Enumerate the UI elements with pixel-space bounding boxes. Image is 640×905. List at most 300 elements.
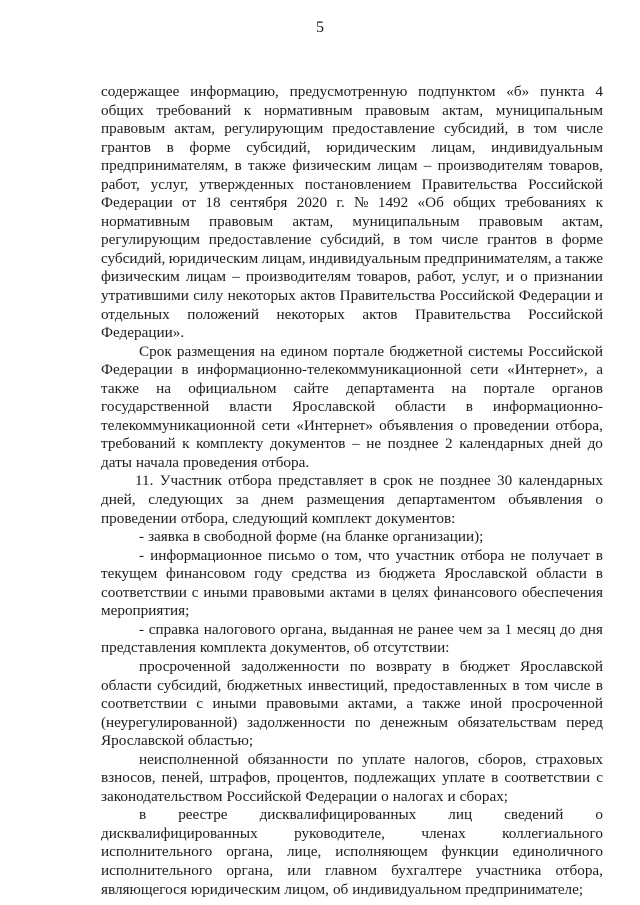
text-line xyxy=(101,881,603,900)
word: представляет xyxy=(278,472,364,490)
text-line xyxy=(101,565,603,584)
word: уплате xyxy=(362,750,406,768)
word: членах xyxy=(421,824,466,842)
word: товаров, xyxy=(549,157,603,175)
word: лице, xyxy=(286,843,322,861)
word: неисполненной xyxy=(139,750,239,768)
word: актами xyxy=(329,583,375,601)
word: (на xyxy=(321,528,341,546)
word: – xyxy=(352,435,360,453)
word: предоставление xyxy=(208,231,312,249)
word: представления xyxy=(101,639,196,657)
word: целях xyxy=(391,583,429,601)
word: актам, xyxy=(292,212,334,230)
word: инвестиций, xyxy=(307,676,388,694)
word: физическим xyxy=(292,157,372,175)
word: а xyxy=(554,249,562,267)
word: днем xyxy=(261,491,294,509)
text-line xyxy=(101,732,603,751)
word: финансовом xyxy=(166,565,246,583)
word: дня xyxy=(580,620,603,638)
word: процентов, xyxy=(276,769,348,787)
text-line xyxy=(101,417,603,436)
word: Ярославской xyxy=(444,565,528,583)
word: лиц xyxy=(448,806,473,824)
word: (неурегулированной) xyxy=(101,713,238,731)
word: пункта xyxy=(539,83,585,100)
word: также xyxy=(422,695,461,713)
word: юридическим xyxy=(190,880,281,898)
word: являющегося xyxy=(101,880,187,898)
word: исполнительного xyxy=(101,843,213,861)
word: юридическим xyxy=(326,138,416,156)
word: положений xyxy=(187,305,259,323)
word: Российской xyxy=(528,175,603,193)
word: документов xyxy=(269,435,346,453)
word: к xyxy=(243,101,252,119)
word: актов xyxy=(362,305,398,323)
word: некоторых xyxy=(276,305,345,323)
word: в xyxy=(545,231,553,249)
word: налогов, xyxy=(414,750,469,768)
word: не xyxy=(398,620,414,638)
word: лицам xyxy=(377,157,418,175)
word: Участник xyxy=(159,472,222,490)
word: юридическим xyxy=(168,249,259,267)
paragraph xyxy=(101,528,603,547)
word: позднее xyxy=(439,472,491,490)
word: мероприятия; xyxy=(101,602,190,620)
word: субсидий, xyxy=(246,138,311,156)
word: размещения xyxy=(306,491,385,509)
word: 11. xyxy=(135,472,154,490)
text-line xyxy=(101,287,603,306)
text-line xyxy=(101,547,603,566)
word: к xyxy=(595,194,603,212)
word: Российской xyxy=(528,342,603,360)
word: правовым xyxy=(365,101,430,119)
text-line xyxy=(101,120,603,139)
word: предоставление xyxy=(332,120,435,138)
word: товаров, xyxy=(357,268,411,286)
word: «Об xyxy=(417,194,444,212)
word: участник xyxy=(395,546,455,564)
word: соответствии xyxy=(504,769,591,787)
word: объявления xyxy=(379,416,454,434)
word: органа, xyxy=(226,843,274,861)
word: субсидий, xyxy=(320,231,385,249)
word: производителям xyxy=(245,268,351,286)
word: отбора. xyxy=(261,453,310,471)
text-line xyxy=(101,621,603,640)
word: текущем xyxy=(101,565,158,583)
word: 2 xyxy=(445,435,453,453)
word: Российской xyxy=(528,305,603,323)
text-line xyxy=(101,528,603,547)
word: на xyxy=(451,379,467,397)
word: подпунктом xyxy=(418,83,496,100)
word: даты xyxy=(101,453,132,471)
word: Федерации». xyxy=(101,324,185,342)
paragraph xyxy=(101,621,603,658)
word: в xyxy=(379,583,387,601)
word: 30 xyxy=(497,472,513,490)
text-line xyxy=(101,380,603,399)
word: Правительства xyxy=(421,175,518,193)
word: коллегиального xyxy=(502,824,603,842)
word: также xyxy=(248,157,287,175)
word: Срок xyxy=(139,342,172,360)
word: лицам, xyxy=(431,138,476,156)
text-line xyxy=(101,268,603,287)
word: о xyxy=(595,806,603,824)
word: штрафов, xyxy=(209,769,271,787)
word: индивидуальном xyxy=(352,880,462,898)
word: производителям xyxy=(437,157,543,175)
word: актами, xyxy=(347,695,397,713)
word: иными xyxy=(212,695,257,713)
word: - xyxy=(139,528,145,546)
word: чем xyxy=(458,620,483,638)
text-line xyxy=(101,83,603,102)
word: в xyxy=(512,676,520,694)
text-line xyxy=(101,213,603,232)
word: в xyxy=(465,398,473,416)
word: письмо xyxy=(268,546,316,564)
word: Федерации xyxy=(101,194,173,212)
text-line xyxy=(101,602,603,621)
word: Ярославской xyxy=(520,657,603,675)
word: позднее xyxy=(387,435,439,453)
word: отбора, xyxy=(555,416,603,434)
word: числе xyxy=(566,120,603,138)
word: соответствии xyxy=(101,695,187,713)
word: перед xyxy=(566,713,603,731)
word: дней, xyxy=(101,491,136,509)
word: и xyxy=(447,787,456,805)
word: информационное xyxy=(150,546,263,564)
word: проведения xyxy=(183,453,258,471)
word: числе xyxy=(553,676,591,694)
word: просроченной xyxy=(511,695,603,713)
word: налогах xyxy=(392,787,444,805)
word: области xyxy=(101,676,152,694)
paragraph xyxy=(101,343,603,473)
word: правовым xyxy=(209,212,274,230)
text-line xyxy=(101,343,603,362)
word: г. xyxy=(336,194,345,212)
text-line xyxy=(101,658,603,677)
word: актам, xyxy=(174,120,216,138)
word: «Интернет», xyxy=(507,361,588,379)
word: комплект xyxy=(311,509,372,527)
word: сети xyxy=(261,416,291,434)
word: некоторых xyxy=(227,287,296,305)
word: Ярославской xyxy=(101,732,184,750)
word: размещения xyxy=(176,342,256,360)
text-line xyxy=(101,231,603,250)
word: муниципальным xyxy=(352,212,460,230)
word: объявления xyxy=(508,491,583,509)
word: по xyxy=(349,657,366,675)
word: официальном xyxy=(188,379,277,397)
word: взносов, xyxy=(101,769,156,787)
text-line xyxy=(101,751,603,770)
word: отбора, xyxy=(180,509,229,527)
word: форме xyxy=(275,528,318,546)
word: что xyxy=(367,546,390,564)
word: субсидий, xyxy=(443,120,509,138)
word: том, xyxy=(334,546,362,564)
word: а xyxy=(406,695,414,713)
word: справка xyxy=(148,620,200,638)
word: о xyxy=(595,491,603,509)
word: Российской xyxy=(439,287,515,305)
text-line xyxy=(101,843,603,862)
word: организации); xyxy=(392,528,484,546)
text-line xyxy=(101,102,603,121)
word: за xyxy=(235,491,249,509)
word: и xyxy=(594,287,603,305)
page-number: 5 xyxy=(316,19,324,36)
word: в xyxy=(192,528,201,546)
word: услуг, xyxy=(150,175,189,193)
word: календарных xyxy=(459,435,544,453)
word: отбора, xyxy=(555,861,603,879)
word: информационно- xyxy=(492,398,603,416)
word: субсидий, xyxy=(101,249,166,267)
word: проведении xyxy=(473,416,550,434)
word: получает xyxy=(531,546,590,564)
word: задолженности xyxy=(241,657,340,675)
paragraph xyxy=(101,547,603,621)
word: к xyxy=(182,435,190,453)
word: регулирующим xyxy=(224,120,324,138)
paragraph xyxy=(101,472,603,528)
text-line xyxy=(101,769,603,788)
word: в xyxy=(166,138,174,156)
word: требований xyxy=(156,101,232,119)
word: комплекта xyxy=(199,639,267,657)
text-line xyxy=(101,454,603,473)
word: в xyxy=(491,769,499,787)
word: по xyxy=(354,713,371,731)
word: сентября xyxy=(229,194,288,212)
word: уплате xyxy=(442,769,486,787)
word: отсутствии: xyxy=(373,639,450,657)
word: страховых xyxy=(535,750,603,768)
word: за xyxy=(487,620,500,638)
word: денежным xyxy=(380,713,449,731)
word: «Интернет» xyxy=(296,416,373,434)
word: по xyxy=(337,750,354,768)
word: едином xyxy=(280,342,328,360)
word: постановлением xyxy=(304,175,411,193)
word: обеспечения xyxy=(521,583,603,601)
word: предпринимателе; xyxy=(465,880,584,898)
word: или xyxy=(287,861,312,879)
word: актов xyxy=(300,287,336,305)
word: средства xyxy=(291,565,348,583)
word: году xyxy=(254,565,283,583)
word: регулирующим xyxy=(101,231,200,249)
word: календарных xyxy=(518,472,603,490)
word: срок xyxy=(383,472,413,490)
word: сборах; xyxy=(459,787,509,805)
word: исполнительного xyxy=(101,861,213,879)
text-line xyxy=(101,639,603,658)
word: портале xyxy=(483,379,535,397)
word: сайте xyxy=(293,379,329,397)
word: 2020 xyxy=(296,194,328,212)
word: – xyxy=(423,157,432,175)
word: утвержденных xyxy=(199,175,294,193)
word: о xyxy=(321,546,329,564)
word: а xyxy=(596,361,603,379)
word: о xyxy=(520,268,528,286)
paragraph xyxy=(101,658,603,751)
text-line xyxy=(101,472,603,491)
word: в xyxy=(393,231,401,249)
word: на xyxy=(260,342,276,360)
word: утратившими xyxy=(101,287,189,305)
document-body xyxy=(101,83,603,899)
word: органа, xyxy=(280,620,327,638)
word: силу xyxy=(193,287,224,305)
word: области xyxy=(394,398,446,416)
word: просроченной xyxy=(139,657,231,675)
word: том xyxy=(524,676,549,694)
word: в xyxy=(369,472,377,490)
word: также xyxy=(565,249,603,267)
word: том xyxy=(409,231,433,249)
word: предусмотренную xyxy=(289,83,408,100)
text-line xyxy=(101,695,603,714)
word: содержащее xyxy=(101,83,180,100)
word: области xyxy=(536,565,587,583)
word: системы xyxy=(468,342,523,360)
word: об xyxy=(353,639,370,657)
word: на xyxy=(156,379,172,397)
text-line xyxy=(101,491,603,510)
text-line xyxy=(101,324,603,343)
word: комплекту xyxy=(196,435,264,453)
word: бюджетных xyxy=(226,676,303,694)
word: свободной xyxy=(204,528,272,546)
word: – xyxy=(232,268,240,286)
word: единоличного xyxy=(512,843,603,861)
paragraph xyxy=(101,806,603,899)
word: о xyxy=(381,787,389,805)
text-line xyxy=(101,176,603,195)
word: начала xyxy=(135,453,180,471)
word: нормативным xyxy=(263,101,353,119)
word: Правительства xyxy=(415,305,511,323)
word: сборов, xyxy=(478,750,527,768)
text-line xyxy=(101,806,603,825)
word: информацию, xyxy=(190,83,279,100)
word: индивидуальным xyxy=(308,249,421,267)
word: 1492 xyxy=(377,194,409,212)
word: - xyxy=(139,620,145,638)
word: главном xyxy=(325,861,378,879)
text-line xyxy=(101,361,603,380)
word: общих xyxy=(101,101,144,119)
word: 4 xyxy=(595,83,603,100)
word: отдельных xyxy=(101,305,170,323)
word: Федерации xyxy=(101,361,173,379)
word: 18 xyxy=(205,194,221,212)
word: иной xyxy=(469,695,502,713)
word: в xyxy=(517,120,525,138)
word: отбора xyxy=(460,546,505,564)
word: пеней, xyxy=(161,769,204,787)
word: департаментом xyxy=(397,491,496,509)
paragraph xyxy=(101,83,603,343)
word: органа, xyxy=(226,861,274,879)
word: грантов xyxy=(101,138,151,156)
word: исполняющем xyxy=(335,843,428,861)
word: нормативным xyxy=(101,212,190,230)
word: следующий xyxy=(232,509,308,527)
word: правовыми xyxy=(266,695,339,713)
word: том xyxy=(533,120,558,138)
word: месяц xyxy=(516,620,556,638)
word: информационно-телекоммуникационной xyxy=(197,361,462,379)
word: задолженности xyxy=(246,713,346,731)
word: портале xyxy=(333,342,385,360)
word: органов xyxy=(551,379,603,397)
word: бюджета xyxy=(378,565,436,583)
text-line xyxy=(101,398,603,417)
word: руководителе, xyxy=(294,824,385,842)
word: от xyxy=(182,194,197,212)
word: Российской xyxy=(226,787,302,805)
word: Федерации xyxy=(305,787,378,805)
text-line xyxy=(101,250,603,269)
word: документов: xyxy=(375,509,456,527)
word: дисквалифицированных xyxy=(101,824,258,842)
word: и xyxy=(505,268,514,286)
word: индивидуальным xyxy=(491,138,603,156)
text-line xyxy=(101,139,603,158)
word: финансового xyxy=(433,583,517,601)
word: соответствии xyxy=(101,583,187,601)
word: в xyxy=(234,157,242,175)
word: в xyxy=(139,806,147,824)
text-line xyxy=(101,677,603,696)
word: следующих xyxy=(148,491,224,509)
word: обязанности xyxy=(247,750,329,768)
word: государственной xyxy=(101,398,210,416)
text-line xyxy=(101,714,603,733)
word: в xyxy=(595,546,603,564)
word: услуг, xyxy=(461,268,500,286)
word: налогового xyxy=(203,620,276,638)
word: грантов xyxy=(487,231,537,249)
word: заявка xyxy=(148,528,189,546)
word: возврату xyxy=(375,657,432,675)
word: функции xyxy=(441,843,499,861)
word: правовыми xyxy=(252,583,325,601)
word: бухгалтере xyxy=(391,861,462,879)
text-line xyxy=(101,825,603,844)
word: департамента xyxy=(345,379,435,397)
word: субсидий, xyxy=(157,676,222,694)
word: в xyxy=(595,565,603,583)
word: иными xyxy=(203,583,248,601)
word: лицам, xyxy=(261,249,306,267)
